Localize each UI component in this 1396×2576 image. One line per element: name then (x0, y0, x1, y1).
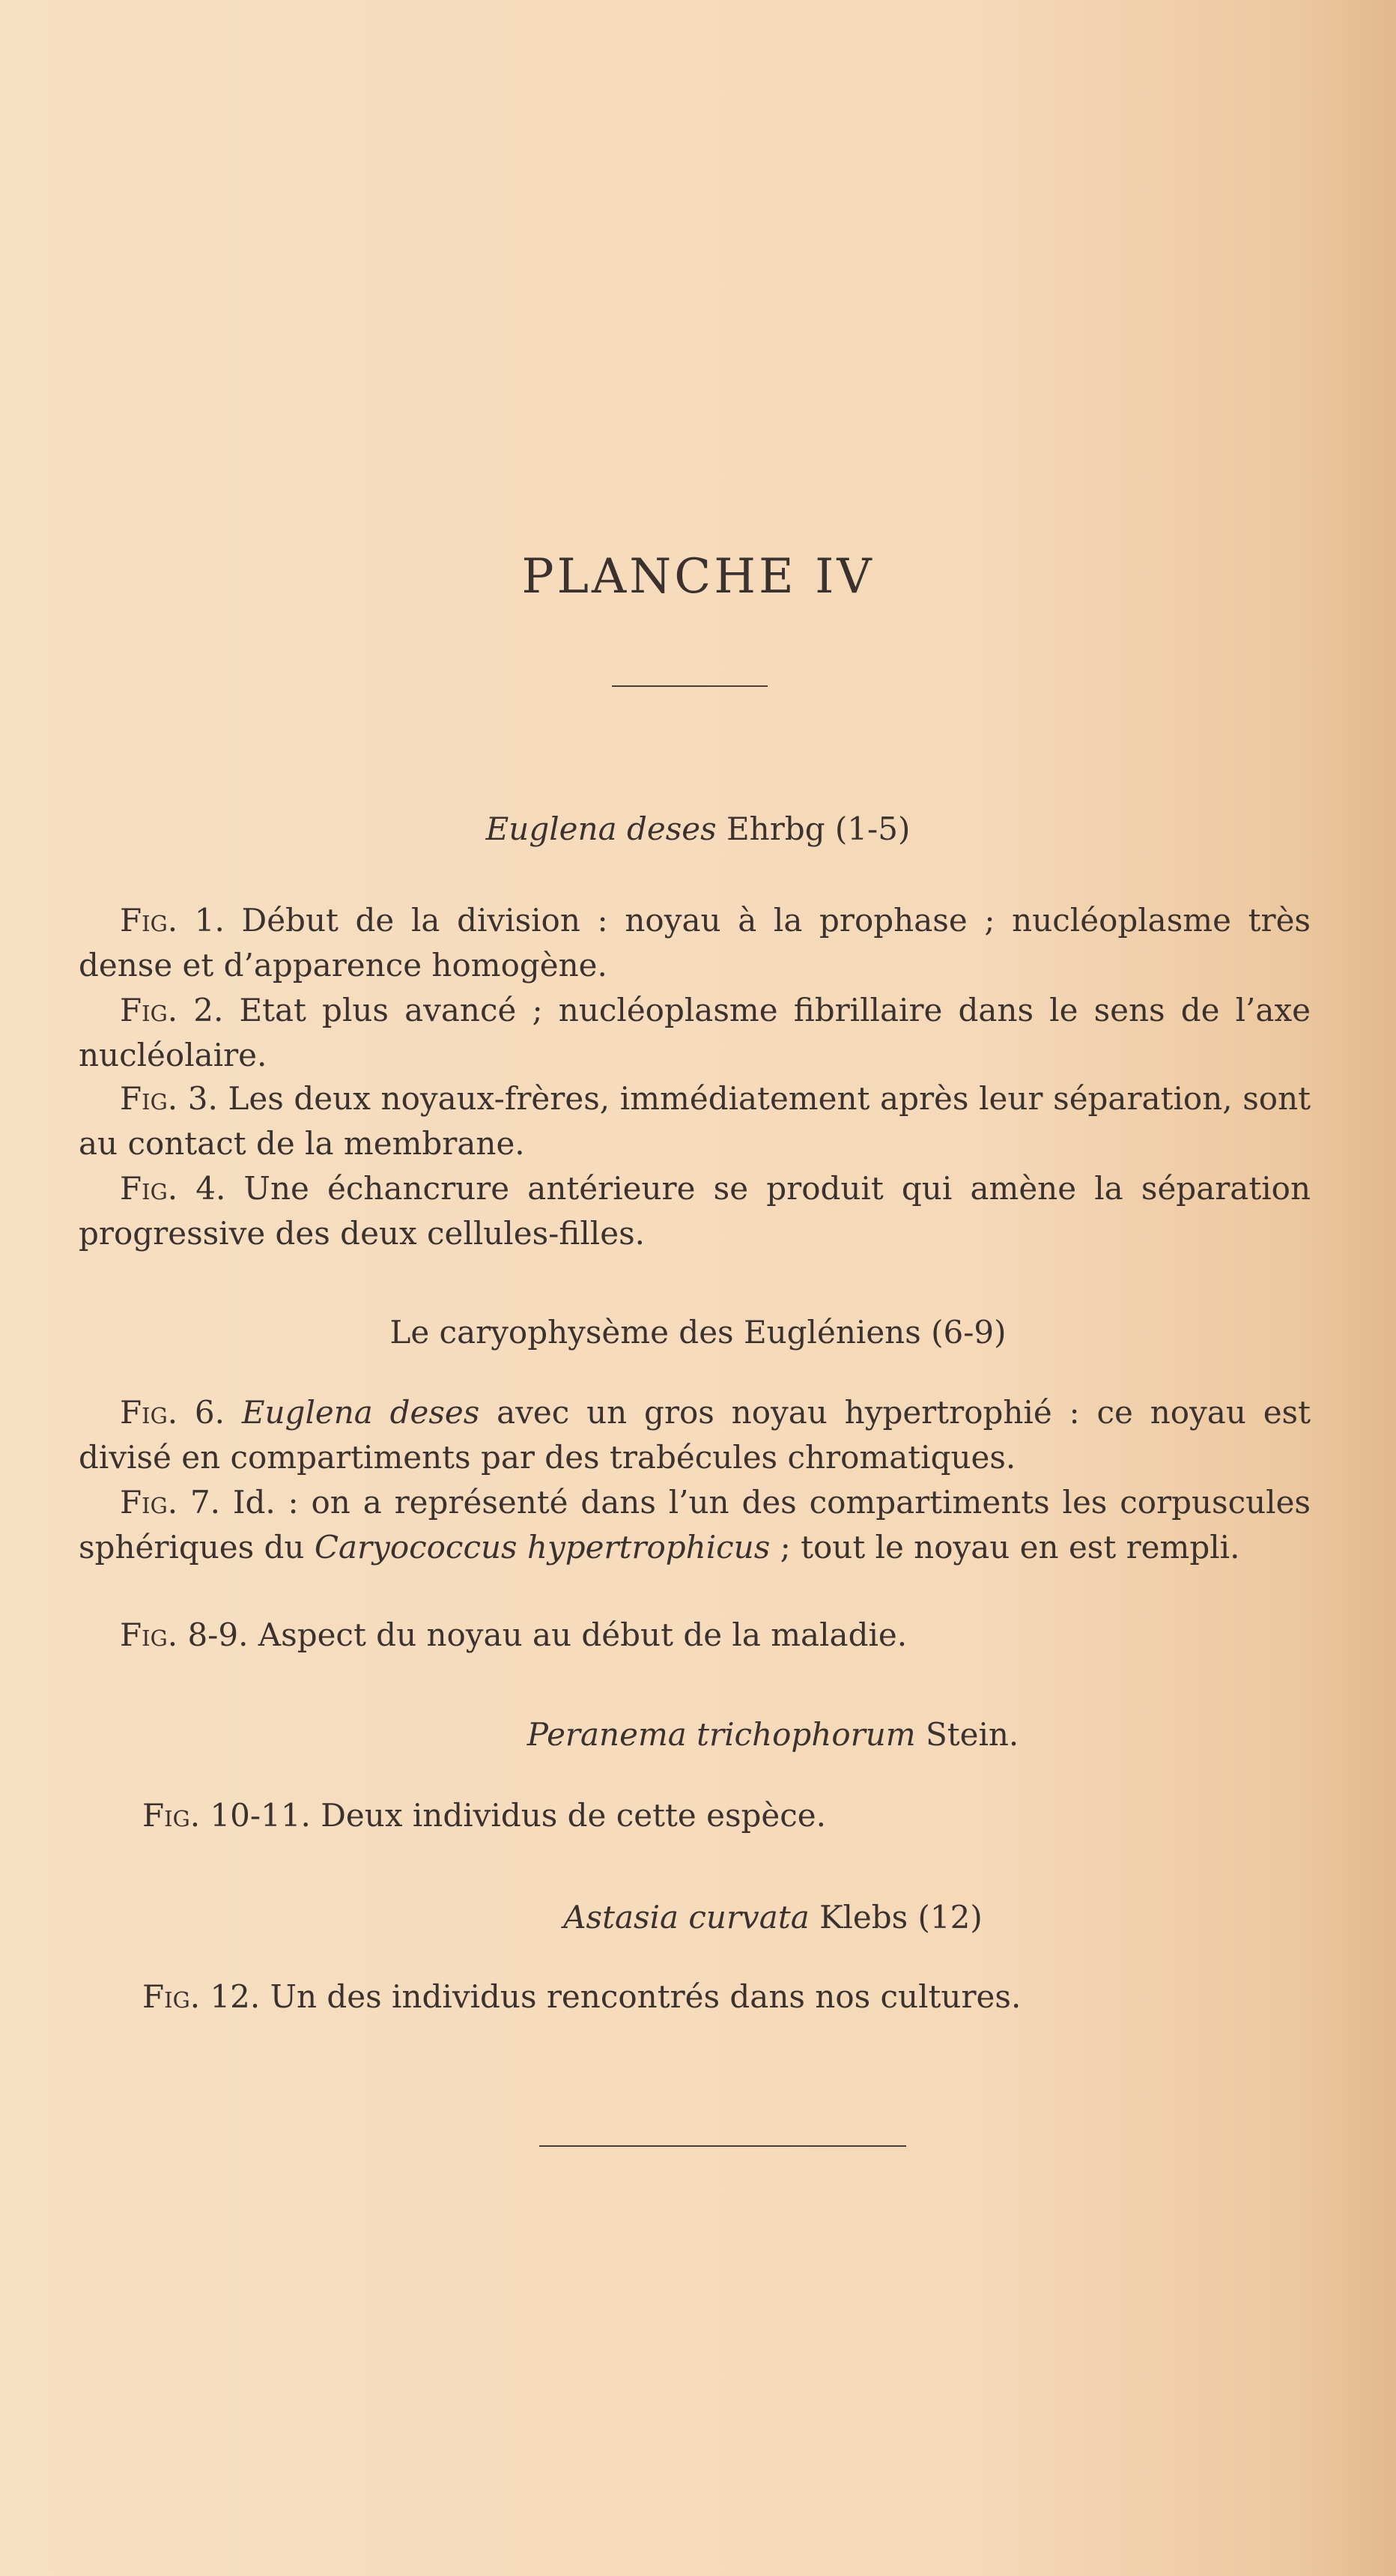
figure-label: Fig. 6. (120, 1394, 225, 1431)
figure-label: Fig. 10-11. (142, 1797, 311, 1834)
figure-caption-6 (79, 1390, 1311, 1480)
figure-label: Fig. 4. (120, 1170, 226, 1207)
figure-caption-10-11 (142, 1793, 826, 1838)
figure-label: Fig. 7. (120, 1484, 221, 1521)
figure-caption-7 (79, 1480, 1311, 1570)
figure-text: Etat plus avancé ; nucléoplasme fibrillaire dans le sens de l’axe nucléolaire. (79, 992, 1311, 1073)
figure-caption-1 (79, 898, 1311, 988)
figure-text-italic: Euglena deses (241, 1394, 480, 1431)
section-heading-roman: Klebs (12) (809, 1899, 983, 1936)
title-rule (612, 685, 768, 687)
figure-caption-4 (79, 1166, 1311, 1256)
figure-label: Fig. 2. (120, 992, 224, 1028)
figure-text: Deux individus de cette espèce. (310, 1797, 826, 1834)
figure-caption-8-9 (79, 1613, 1311, 1658)
figure-caption-12 (142, 1975, 1021, 2019)
section-heading-euglena (0, 807, 1396, 852)
figure-label: Fig. 3. (120, 1080, 218, 1117)
figure-text-italic: Caryococcus hypertrophicus (314, 1529, 771, 1566)
figure-text: Les deux noyaux-frères, immédiatement après leur séparation, sont au contact de la membrane. (79, 1080, 1311, 1162)
closing-rule (539, 2145, 906, 2147)
figure-text: avec un gros noyau hypertrophié : ce noyau est divisé en compartiments par des trabécules chromatiques. (79, 1394, 1311, 1476)
section-heading-roman: Stein. (915, 1716, 1019, 1753)
figure-text: Aspect du noyau au début de la maladie. (248, 1616, 908, 1653)
figure-label: Fig. 1. (120, 902, 225, 939)
section-heading-roman: Le caryophysème des Eugléniens (6-9) (389, 1314, 1007, 1351)
section-heading-caryophyseme (0, 1310, 1396, 1355)
figure-text: Une échancrure antérieure se produit qui amène la séparation progressive des deux cellules-filles. (79, 1170, 1311, 1252)
section-heading-astasia (75, 1895, 1396, 1940)
section-heading-italic: Astasia curvata (563, 1899, 810, 1936)
figure-text: Id. : on a représenté dans l’un des compartiments les corpuscules sphériques du (79, 1484, 1311, 1566)
section-heading-roman: Ehrbg (1-5) (716, 810, 911, 847)
figure-caption-2 (79, 988, 1311, 1078)
section-heading-italic: Peranema trichophorum (526, 1716, 916, 1753)
figure-text: Début de la division : noyau à la prophase ; nucléoplasme très dense et d’apparence homogène. (79, 902, 1311, 984)
figure-caption-3 (79, 1076, 1311, 1166)
section-heading-italic: Euglena deses (485, 810, 717, 847)
figure-text: Un des individus rencontrés dans nos cultures. (260, 1978, 1022, 2015)
figure-label: Fig. 12. (142, 1978, 261, 2015)
section-heading-peranema (75, 1712, 1396, 1757)
figure-text: ; tout le noyau en est rempli. (770, 1529, 1240, 1566)
figure-label: Fig. 8-9. (120, 1616, 249, 1653)
page-title: PLANCHE IV (521, 549, 875, 604)
